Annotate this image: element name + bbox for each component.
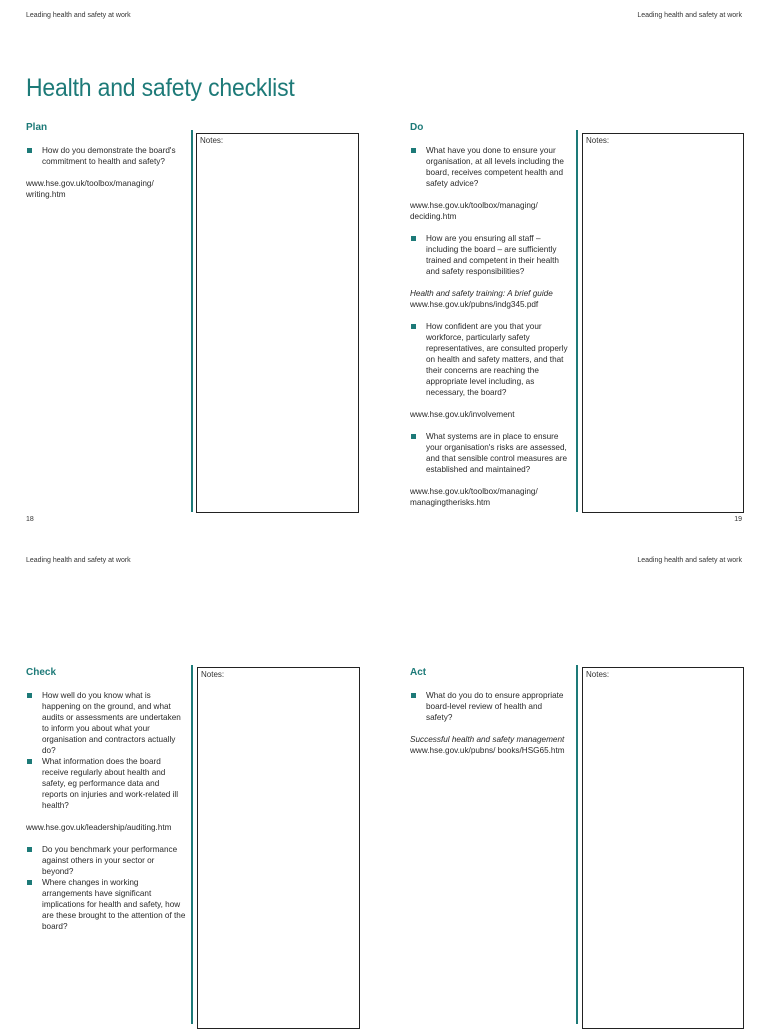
bullet-square-icon	[27, 880, 32, 885]
act-link-1[interactable]: www.hse.gov.uk/pubns/ books/HSG65.htm	[410, 746, 565, 755]
do-notes-box[interactable]	[582, 133, 744, 513]
do-heading: Do	[410, 122, 424, 133]
do-link-1[interactable]: www.hse.gov.uk/toolbox/managing/ deciding.htm	[410, 201, 538, 221]
bullet-square-icon	[27, 693, 32, 698]
bullet-square-icon	[411, 236, 416, 241]
do-notes-label: Notes:	[586, 136, 610, 145]
plan-divider	[191, 130, 193, 512]
bullet-square-icon	[27, 847, 32, 852]
act-notes-box[interactable]	[582, 667, 744, 1029]
page-title: Health and safety checklist	[26, 74, 295, 102]
running-head-left: Leading health and safety at work	[26, 12, 131, 19]
act-heading: Act	[410, 667, 427, 678]
running-head-left-2: Leading health and safety at work	[26, 557, 131, 564]
check-heading: Check	[26, 667, 57, 678]
bullet-square-icon	[27, 759, 32, 764]
bullet-square-icon	[411, 693, 416, 698]
check-bullet-4: Where changes in working arrangements have significant implications for health and safety, how are these brought to the attention of the board?	[26, 877, 186, 932]
do-reference-title: Health and safety training: A brief guide	[410, 289, 553, 298]
act-reference-title: Successful health and safety management	[410, 735, 565, 744]
do-bullet-3: How confident are you that your workforce, particularly safety representatives, are consulted properly on health and safety matters, and that their concerns are reaching the appropriate level including, as necessary, the board?	[410, 321, 570, 398]
plan-link-1[interactable]: www.hse.gov.uk/toolbox/managing/ writing.htm	[26, 179, 154, 199]
do-divider	[576, 130, 578, 512]
plan-notes-box[interactable]	[196, 133, 359, 513]
do-link-4[interactable]: www.hse.gov.uk/toolbox/managing/ managingtherisks.htm	[410, 487, 538, 507]
check-notes-label: Notes:	[201, 670, 225, 679]
check-divider	[191, 665, 193, 1024]
bullet-square-icon	[411, 434, 416, 439]
check-column	[26, 690, 186, 932]
plan-notes-label: Notes:	[200, 136, 224, 145]
plan-bullet-1: How do you demonstrate the board's commitment to health and safety?	[26, 145, 186, 167]
act-column	[410, 690, 570, 756]
do-bullet-1: What have you done to ensure your organisation, at all levels including the board, receives competent health and safety advice?	[410, 145, 570, 189]
check-bullet-3: Do you benchmark your performance against others in your sector or beyond?	[26, 844, 186, 877]
plan-column	[26, 145, 186, 200]
running-head-right-2: Leading health and safety at work	[637, 557, 742, 564]
check-notes-box[interactable]	[197, 667, 360, 1029]
do-link-2[interactable]: www.hse.gov.uk/pubns/indg345.pdf	[410, 300, 539, 309]
do-column	[410, 145, 570, 508]
act-bullet-1: What do you do to ensure appropriate board-level review of health and safety?	[410, 690, 570, 723]
check-link-1[interactable]: www.hse.gov.uk/leadership/auditing.htm	[26, 823, 172, 832]
bullet-square-icon	[411, 324, 416, 329]
running-head-right: Leading health and safety at work	[637, 12, 742, 19]
check-bullet-1: How well do you know what is happening on the ground, and what audits or assessments are undertaken to inform you about what your organisation and contractors actually do?	[26, 690, 186, 756]
page-number-right: 19	[734, 516, 742, 523]
page-number-left: 18	[26, 516, 34, 523]
check-bullet-2: What information does the board receive regularly about health and safety, eg performance data and reports on injuries and work-related ill health?	[26, 756, 186, 811]
do-link-3[interactable]: www.hse.gov.uk/involvement	[410, 410, 515, 419]
act-reference	[410, 734, 570, 756]
act-notes-label: Notes:	[586, 670, 610, 679]
bullet-square-icon	[411, 148, 416, 153]
plan-heading: Plan	[26, 122, 48, 133]
do-bullet-2: How are you ensuring all staff – including the board – are sufficiently trained and competent in their health and safety responsibilities?	[410, 233, 570, 277]
bullet-square-icon	[27, 148, 32, 153]
do-bullet-4: What systems are in place to ensure your organisation's risks are assessed, and that sensible control measures are established and maintained?	[410, 431, 570, 475]
act-divider	[576, 665, 578, 1024]
